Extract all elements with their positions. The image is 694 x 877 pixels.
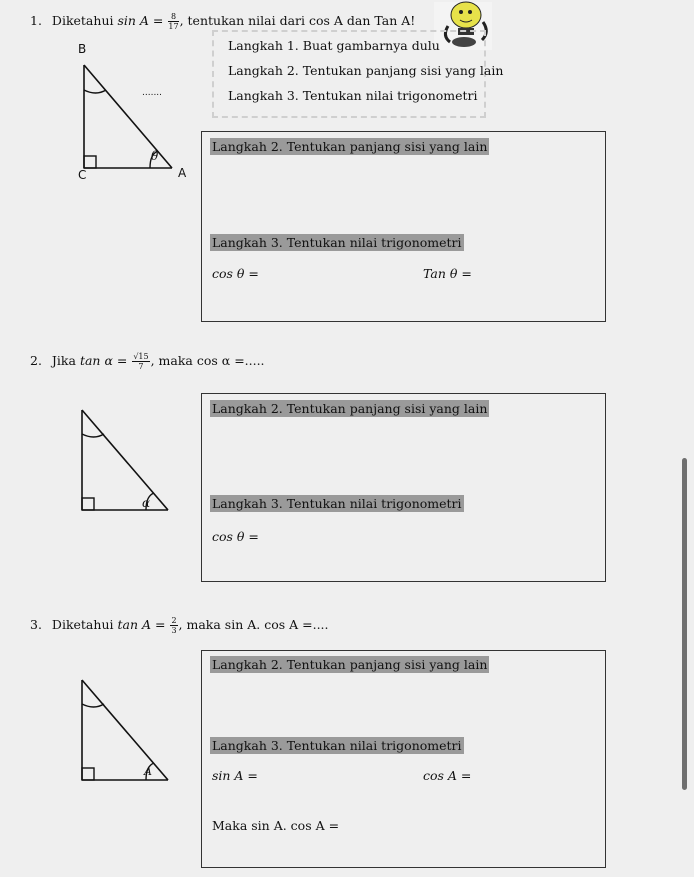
cos-theta-equation: cos θ = bbox=[212, 266, 259, 281]
step-2-heading: Langkah 2. Tentukan panjang sisi yang lain bbox=[212, 657, 488, 672]
math-expression: tan A = bbox=[117, 617, 166, 632]
step-2-heading: Langkah 2. Tentukan panjang sisi yang lain bbox=[212, 401, 488, 416]
fraction-numerator: √15 bbox=[133, 352, 149, 361]
triangle-diagram-3 bbox=[70, 670, 200, 790]
question-suffix: , maka sin A. cos A =.... bbox=[178, 617, 329, 632]
step-3-label: Langkah 3. Tentukan nilai trigonometri bbox=[228, 88, 478, 103]
answer-box-3 bbox=[201, 650, 606, 868]
question-number: 3. bbox=[30, 617, 42, 632]
vertical-scrollbar[interactable] bbox=[682, 458, 687, 790]
fraction bbox=[170, 616, 177, 635]
question-suffix: , maka cos α =..... bbox=[150, 353, 265, 368]
question-1-text bbox=[30, 12, 415, 31]
angle-label-alpha: α bbox=[142, 496, 151, 510]
math-expression: tan α = bbox=[79, 353, 128, 368]
cos-theta-equation: cos θ = bbox=[212, 529, 259, 544]
cos-a-equation: cos A = bbox=[423, 768, 472, 783]
question-prefix: Diketahui bbox=[51, 617, 114, 632]
fraction bbox=[132, 352, 149, 371]
step-3-heading: Langkah 3. Tentukan nilai trigonometri bbox=[212, 496, 462, 511]
sin-a-equation: sin A = bbox=[212, 768, 258, 783]
question-suffix: , tentukan nilai dari cos A dan Tan A! bbox=[179, 13, 416, 28]
angle-label-theta: θ bbox=[151, 149, 159, 163]
question-2-text bbox=[30, 352, 265, 371]
tan-theta-equation: Tan θ = bbox=[423, 266, 472, 281]
question-3-text bbox=[30, 616, 329, 635]
answer-box-2 bbox=[201, 393, 606, 582]
step-3-heading: Langkah 3. Tentukan nilai trigonometri bbox=[212, 235, 462, 250]
angle-label-a: A bbox=[144, 765, 152, 778]
step-1-label: Langkah 1. Buat gambarnya dulu bbox=[228, 38, 440, 53]
vertex-label-b: B bbox=[78, 42, 87, 56]
product-equation: Maka sin A. cos A = bbox=[212, 818, 340, 833]
step-2-heading: Langkah 2. Tentukan panjang sisi yang lain bbox=[212, 139, 488, 154]
vertex-label-c: C bbox=[78, 168, 87, 182]
vertex-label-a: A bbox=[178, 166, 187, 180]
question-number: 2. bbox=[30, 353, 42, 368]
step-2-label: Langkah 2. Tentukan panjang sisi yang lain bbox=[228, 63, 504, 78]
step-3-heading: Langkah 3. Tentukan nilai trigonometri bbox=[212, 738, 462, 753]
fraction-numerator: 2 bbox=[171, 616, 177, 625]
fraction-denominator: 17 bbox=[168, 22, 179, 31]
fraction-denominator: 3 bbox=[171, 626, 177, 635]
question-prefix: Jika bbox=[51, 353, 76, 368]
answer-box-1 bbox=[201, 131, 606, 322]
side-label-placeholder: ....... bbox=[142, 88, 163, 98]
fraction-denominator: 7 bbox=[138, 362, 144, 371]
fraction bbox=[168, 12, 178, 31]
question-number: 1. bbox=[30, 13, 42, 28]
fraction-numerator: 8 bbox=[168, 12, 178, 22]
question-prefix: Diketahui bbox=[51, 13, 114, 28]
triangle-diagram-2 bbox=[70, 400, 200, 520]
math-expression: sin A = bbox=[117, 13, 164, 28]
